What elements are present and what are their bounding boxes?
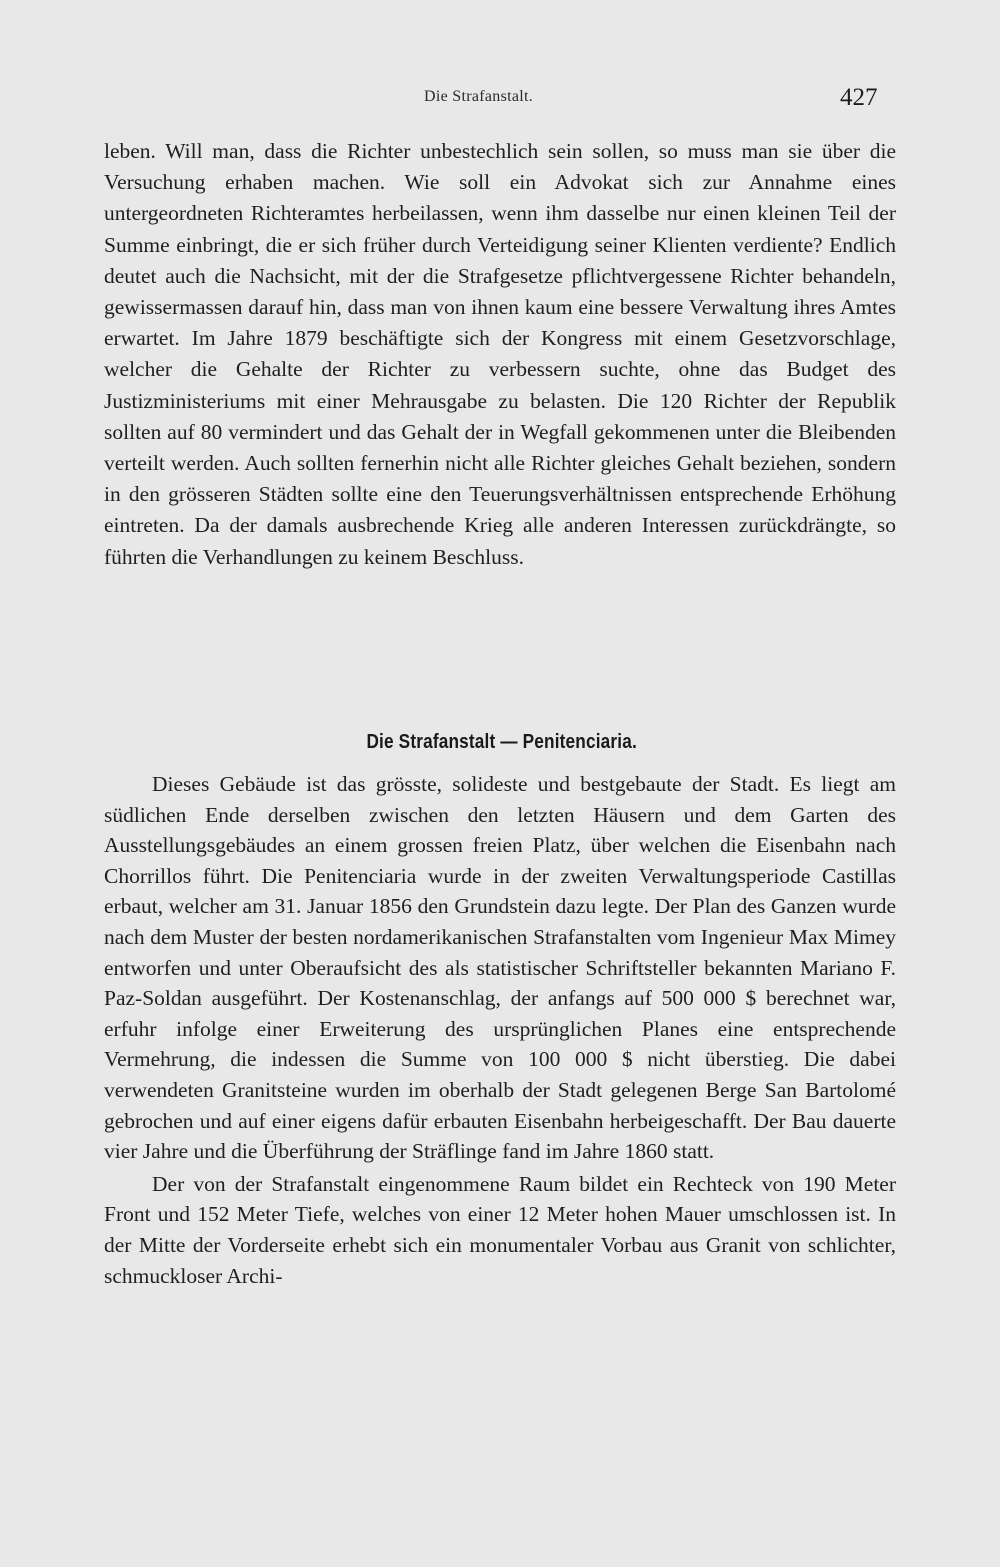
running-header (0, 84, 1000, 118)
section-body (104, 769, 896, 1291)
continuation-paragraph: leben. Will man, dass die Richter unbestechlich sein sollen, so muss man sie über die Versuchung erhaben machen. Wie soll ein Advokat sich zur Annahme eines untergeordneten Richteramtes herbeilassen, wenn ihm dasselbe nur einen kleinen Teil der Summe einbringt, die er sich früher durch Verteidigung seiner Klienten verdiente? Endlich deutet auch die Nachsicht, mit der die Strafgesetze pflichtvergessene Richter behandeln, gewissermassen darauf hin, dass man von ihnen kaum eine bessere Verwaltung ihres Amtes erwartet. Im Jahre 1879 beschäftigte sich der Kongress mit einem Gesetzvorschlage, welcher die Gehalte der Richter zu verbessern suchte, ohne das Budget des Justizministeriums mit einer Mehrausgabe zu belasten. Die 120 Richter der Republik sollten auf 80 vermindert und das Gehalt der in Wegfall gekommenen unter die Bleibenden verteilt werden. Auch sollten fernerhin nicht alle Richter gleiches Gehalt beziehen, sondern in den grösseren Städten sollte eine den Teuerungsverhältnissen entsprechende Erhöhung eintreten. Da der damals ausbrechende Krieg alle anderen Interessen zurückdrängte, so führten die Verhandlungen zu keinem Beschluss. (104, 139, 896, 569)
section-heading: Die Strafanstalt — Penitenciaria. (366, 731, 637, 753)
page-number: 427 (840, 84, 878, 111)
continuation-text (104, 136, 896, 573)
running-title: Die Strafanstalt. (424, 88, 534, 105)
section-paragraph: Der von der Strafanstalt eingenommene Raum bildet ein Rechteck von 190 Meter Front und 152 Meter Tiefe, welches von einer 12 Meter hohen Mauer umschlossen ist. In der Mitte der Vorderseite erhebt sich ein monumentaler Vorbau aus Granit von schlichter, schmuckloser Archi- (104, 1171, 896, 1288)
section-paragraph: Dieses Gebäude ist das grösste, solideste und bestgebaute der Stadt. Es liegt am südlichen Ende derselben zwischen den letzten Häusern und dem Garten des Ausstellungsgebäudes an einem grossen freien Platz, über welchen die Eisenbahn nach Chorrillos führt. Die Penitenciaria wurde in der zweiten Verwaltungsperiode Castillas erbaut, welcher am 31. Januar 1856 den Grundstein dazu legte. Der Plan des Ganzen wurde nach dem Muster der besten nordamerikanischen Strafanstalten vom Ingenieur Max Mimey entworfen und unter Oberaufsicht des als statistischer Schriftsteller bekannten Mariano F. Paz-Soldan ausgeführt. Der Kostenanschlag, der anfangs auf 500 000 $ berechnet war, erfuhr infolge einer Erweiterung des ursprünglichen Planes eine entsprechende Vermehrung, die indessen die Summe von 100 000 $ nicht überstieg. Die dabei verwendeten Granitsteine wurden im oberhalb der Stadt gelegenen Berge San Bartolomé gebrochen und auf einer eigens dafür erbauten Eisenbahn herbeigeschafft. Der Bau dauerte vier Jahre und die Überführung der Sträflinge fand im Jahre 1860 statt. (104, 772, 896, 1164)
